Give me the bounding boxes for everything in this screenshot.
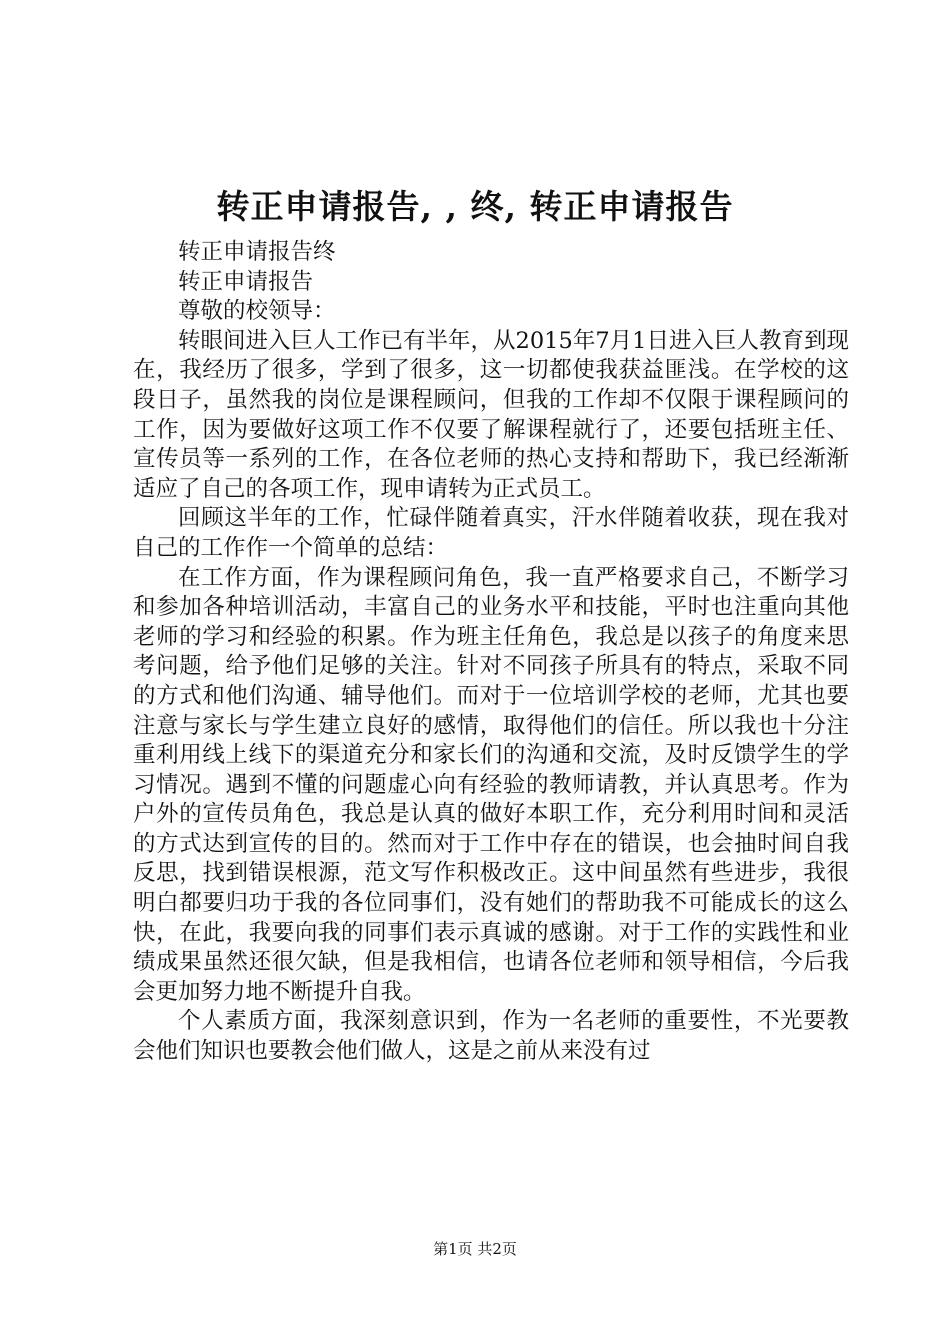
paragraph: 在工作方面，作为课程顾问角色，我一直严格要求自己，不断学习和参加各种培训活动，丰富自己的业务水平和技能，平时也注重向其他老师的学习和经验的积累。作为班主任角色，我总是以孩子的角度来思考问题，给予他们足够的关注。针对不同孩子所具有的特点，采取不同的方式和他们沟通、辅导他们。而对于一位培训学校的老师，尤其也要注意与家长与学生建立良好的感情，取得他们的信任。所以我也十分注重利用线上线下的渠道充分和家长们的沟通和交流，及时反馈学生的学习情况。遇到不懂的问题虚心向有经验的教师请教，并认真思考。作为户外的宣传员角色，我总是认真的做好本职工作，充分利用时间和灵活的方式达到宣传的目的。然而对于工作中存在的错误，也会抽时间自我反思，找到错误根源，范文写作积极改正。这中间虽然有些进步，我很明白都要归功于我的各位同事们，没有她们的帮助我不可能成长的这么快，在此，我要向我的同事们表示真诚的感谢。对于工作的实践性和业绩成果虽然还很欠缺，但是我相信，也请各位老师和领导相信，今后我会更加努力地不断提升自我。 bbox=[133, 564, 849, 1005]
document-body bbox=[133, 238, 849, 1067]
document-title: 转正申请报告, , 终, 转正申请报告 bbox=[216, 187, 734, 226]
paragraph: 转眼间进入巨人工作已有半年，从2015年7月1日进入巨人教育到现在，我经历了很多，学到了很多，这一切都使我获益匪浅。在学校的这段日子，虽然我的岗位是课程顾问，但我的工作却不仅限于课程顾问的工作，因为要做好这项工作不仅要了解课程就行了，还要包括班主任、宣传员等一系列的工作，在各位老师的热心支持和帮助下，我已经渐渐适应了自己的各项工作，现申请转为正式员工。 bbox=[133, 327, 849, 502]
paragraph: 个人素质方面，我深刻意识到，作为一名老师的重要性，不光要教会他们知识也要教会他们做人，这是之前从来没有过 bbox=[133, 1008, 849, 1065]
salutation: 尊敬的校领导： bbox=[178, 298, 336, 325]
paragraph: 回顾这半年的工作，忙碌伴随着真实，汗水伴随着收获，现在我对自己的工作作一个简单的总结： bbox=[133, 505, 849, 561]
page-footer: 第1页 共2页 bbox=[433, 1240, 517, 1258]
paragraph: 转正申请报告 bbox=[178, 268, 314, 295]
paragraph: 转正申请报告终 bbox=[178, 239, 336, 265]
